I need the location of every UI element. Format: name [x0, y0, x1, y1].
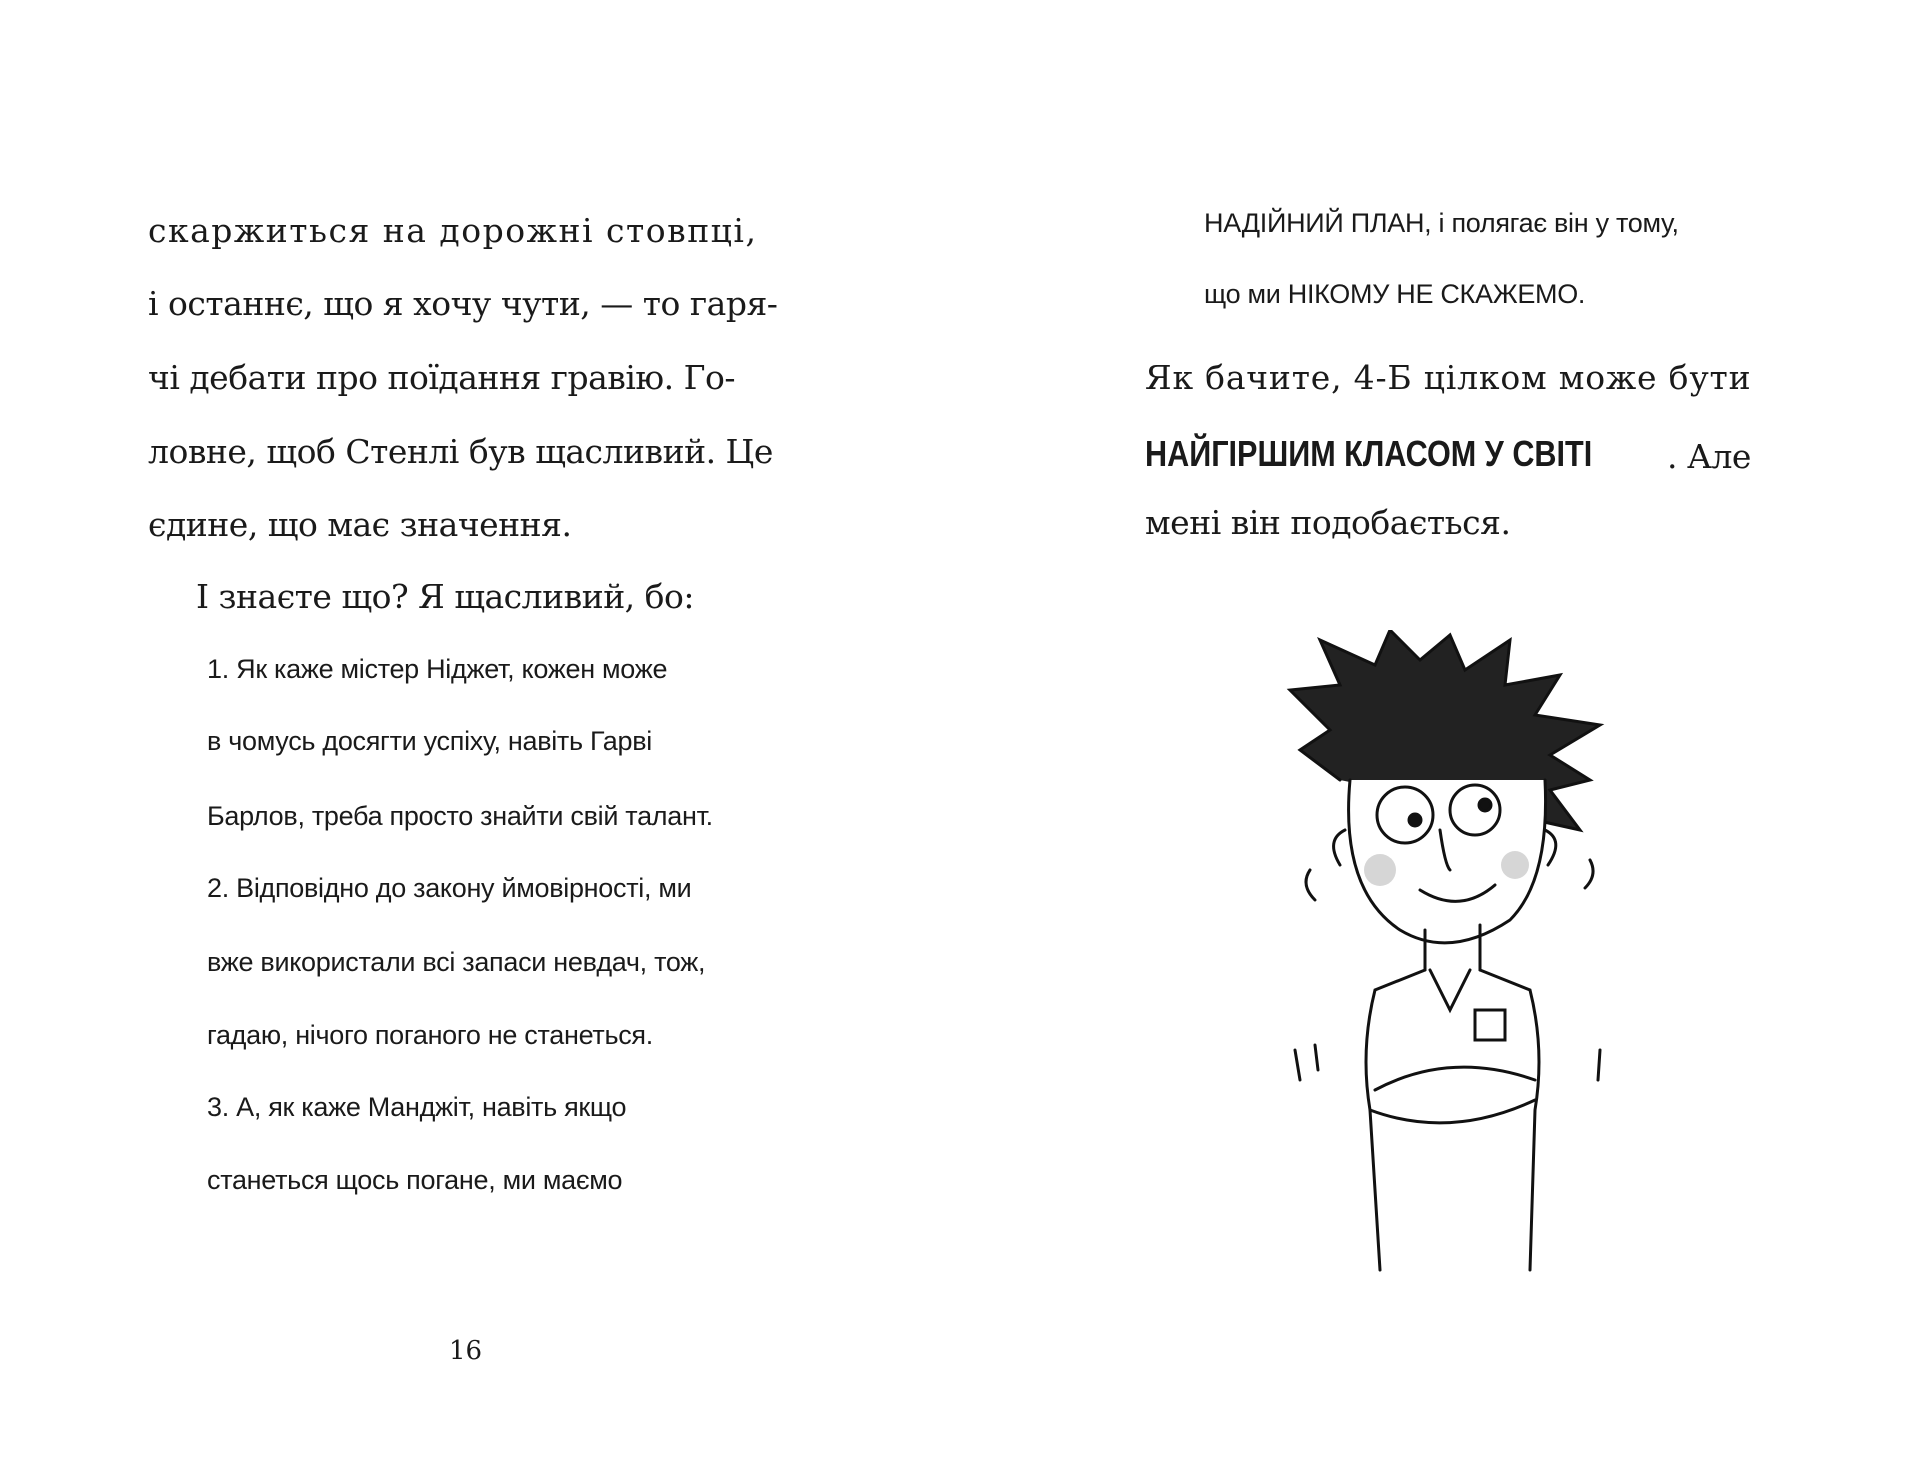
handwritten-line: 1. Як каже містер Ніджет, кожен може — [207, 654, 668, 684]
paragraph-line: Як бачите, 4-Б цілком може бути — [1145, 358, 1752, 397]
paragraph-line: І знаєте що? Я щасливий, бо: — [196, 577, 695, 616]
handwritten-line: НАДІЙНИЙ ПЛАН, і полягає він у тому, — [1204, 208, 1679, 238]
emphasis-text: НАЙГІРШИМ КЛАСОМ У СВІТІ — [1145, 433, 1593, 474]
body — [1366, 970, 1539, 1270]
handwritten-line: вже використали всі запаси невдач, тож, — [207, 947, 706, 977]
handwritten-line: що ми НІКОМУ НЕ СКАЖЕМО. — [1204, 279, 1586, 309]
handwritten-line: 3. А, як каже Манджіт, навіть якщо — [207, 1092, 627, 1122]
paragraph-line: мені він подобається. — [1145, 503, 1511, 542]
page-number: 16 — [449, 1336, 483, 1366]
handwritten-line: в чомусь досягти успіху, навіть Гарві — [207, 726, 652, 756]
handwritten-line: гадаю, нічого поганого не станеться. — [207, 1020, 653, 1050]
handwritten-line: 2. Відповідно до закону ймовірності, ми — [207, 873, 692, 903]
boy-illustration — [1280, 630, 1630, 1280]
paragraph-line: скаржиться на дорожні стовпці, — [148, 211, 758, 250]
paragraph-line — [1145, 433, 1751, 476]
paragraph-line: і останнє, що я хочу чути, — то гаря- — [148, 284, 778, 323]
paragraph-line: чі дебати про поїдання гравію. Го- — [148, 358, 735, 397]
paragraph-line: єдине, що має значення. — [148, 505, 572, 544]
paragraph-tail: . Але — [1667, 437, 1751, 476]
paragraph-line: ловне, щоб Стенлі був щасливий. Це — [148, 432, 773, 471]
handwritten-line: Барлов, треба просто знайти свій талант. — [207, 801, 713, 831]
handwritten-line: станеться щось погане, ми маємо — [207, 1165, 623, 1195]
